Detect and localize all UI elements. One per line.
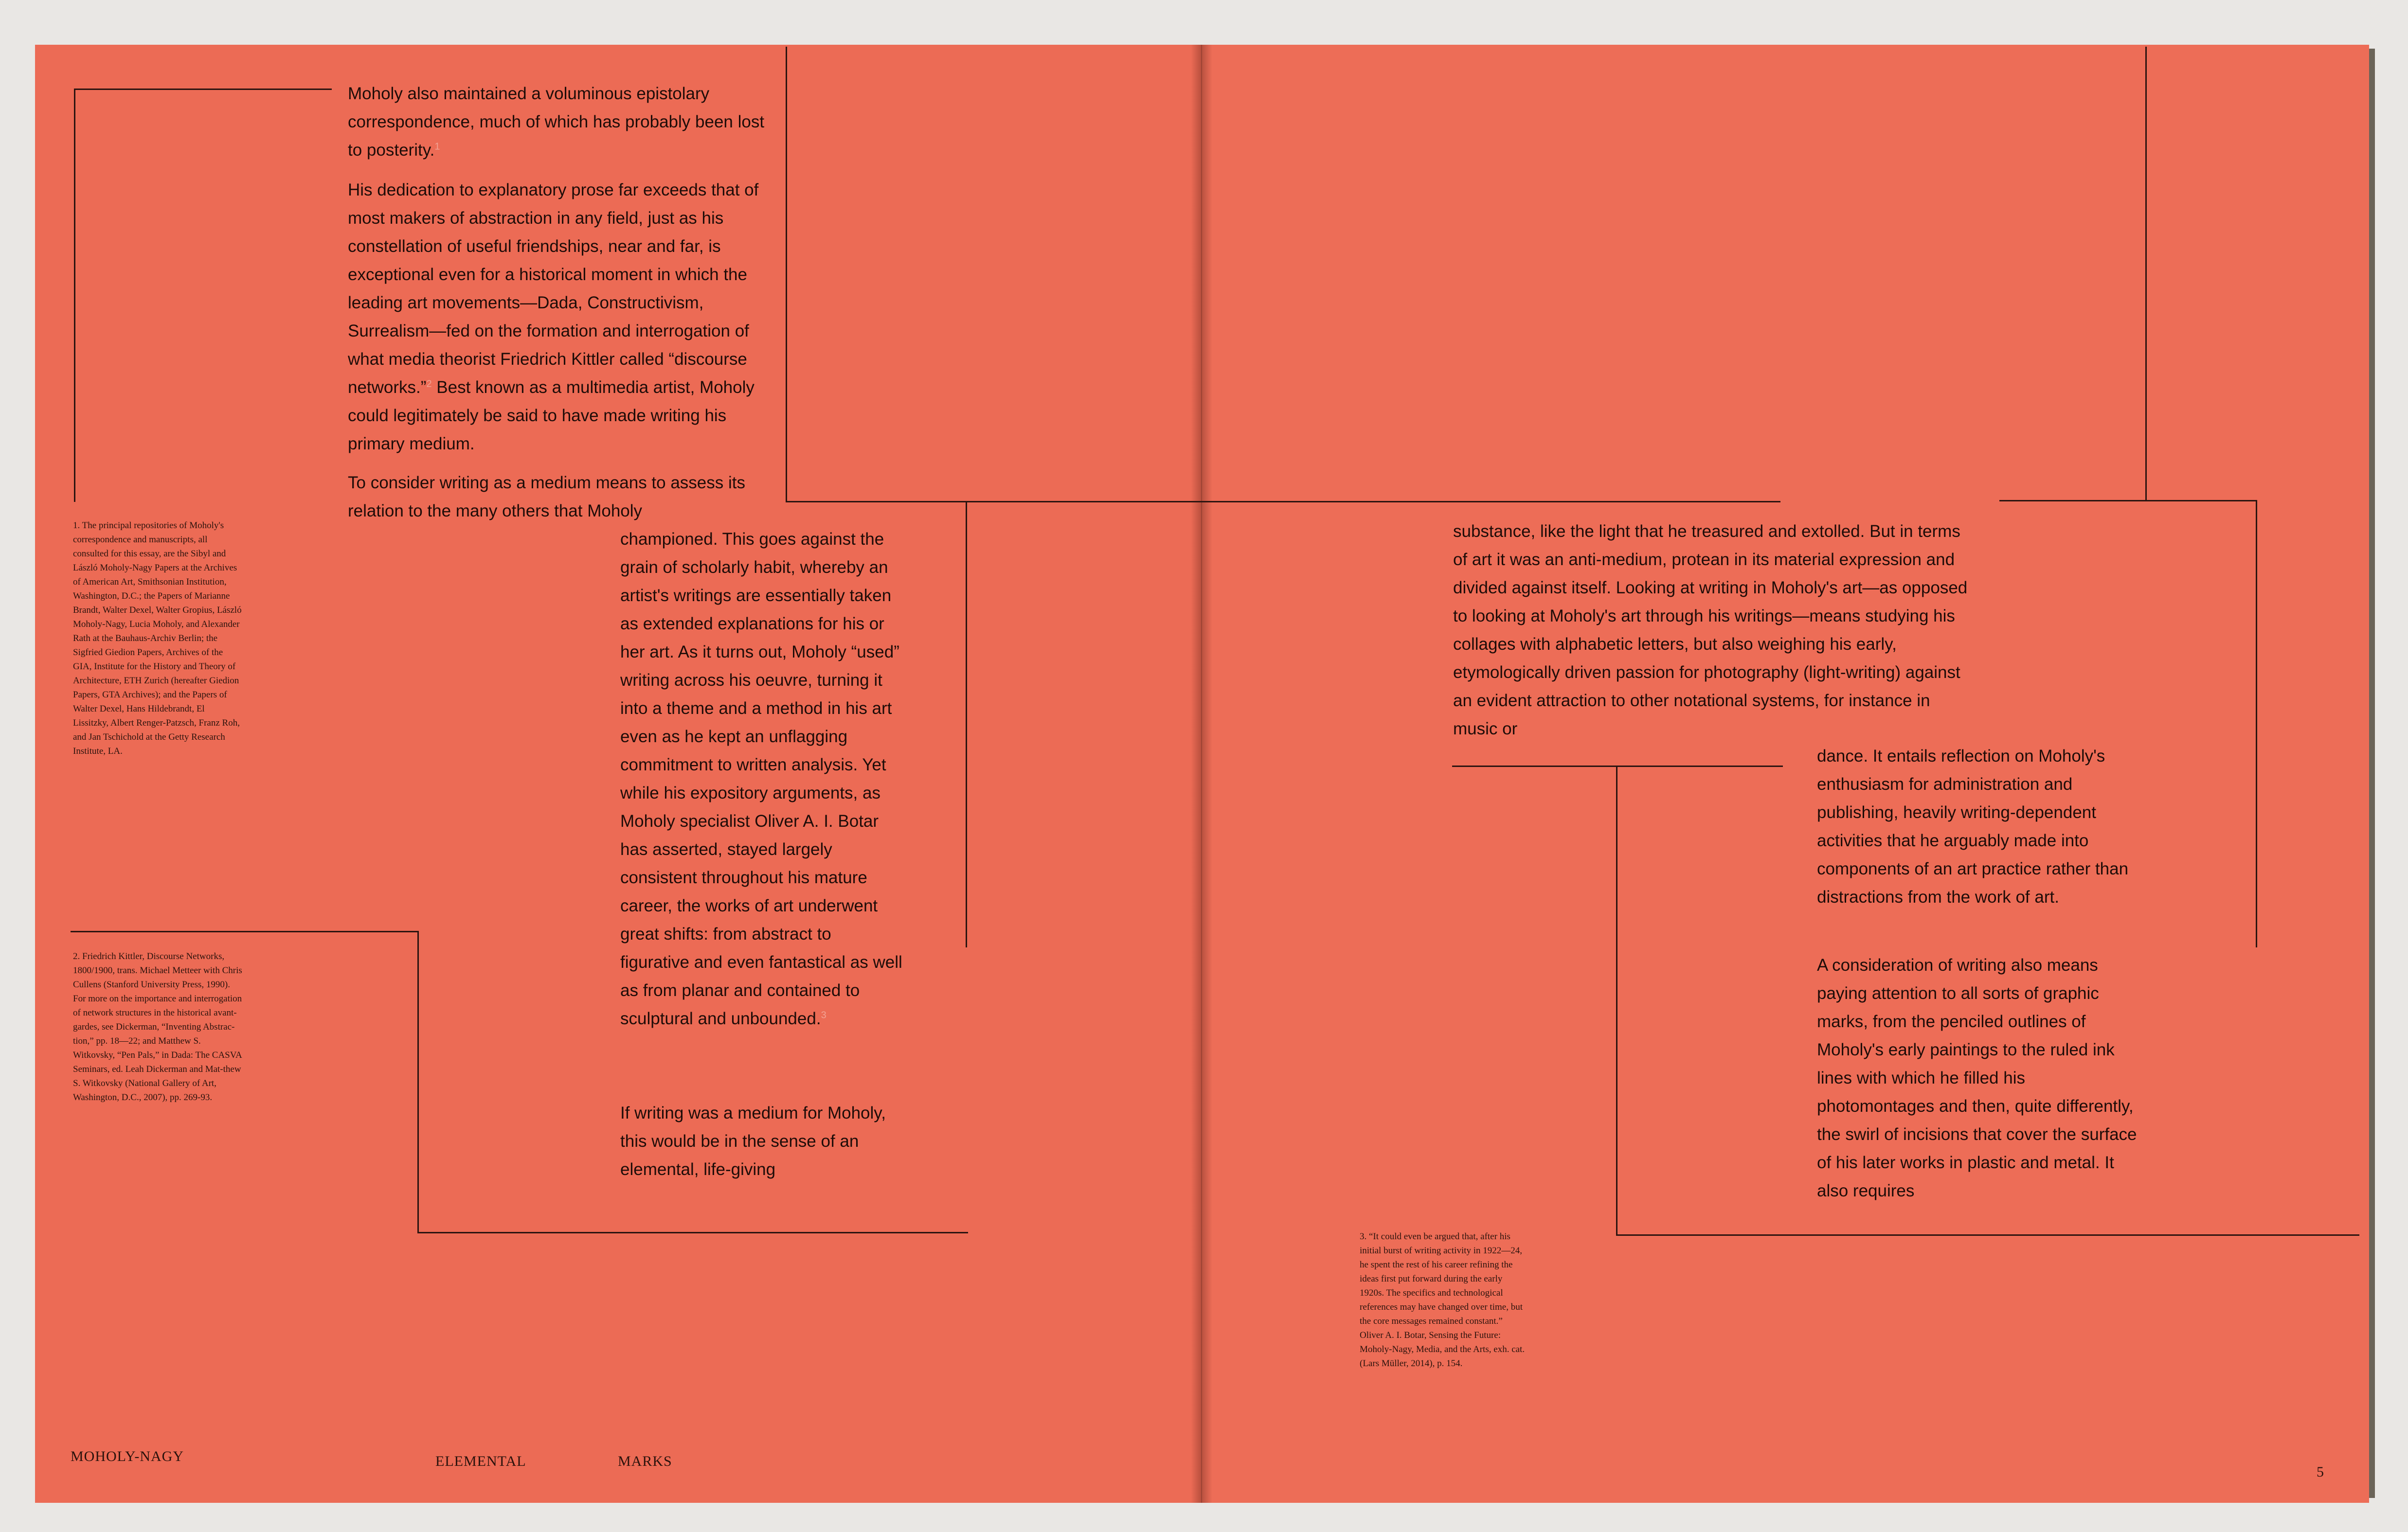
footnote-marker-2[interactable]: 2	[426, 378, 432, 390]
body-paragraph-3-start: To consider writing as a medium means to assess its relation to the many others that Moholy	[348, 473, 745, 520]
rule-note2-top	[71, 931, 418, 932]
running-footer-author: MOHOLY-NAGY	[71, 1448, 184, 1464]
running-footer-title-1: ELEMENTAL	[435, 1453, 526, 1469]
rule-note2-vertical	[417, 931, 419, 1233]
page-edge-shadow	[2369, 49, 2375, 1498]
rule-right-top-horizontal	[1202, 501, 1780, 502]
rule-right-mid-vertical	[1616, 766, 1617, 1234]
body-paragraph-2-text-b: Best known as a multimedia artist, Moholy could legitimately be said to have made writing his primary medium.	[348, 378, 755, 453]
body-paragraph-4: If writing was a medium for Moholy, this would be in the sense of an elemental, life-giving	[620, 1104, 886, 1179]
footnote-2: 2. Friedrich Kittler, Discourse Networks, 1800/1900, trans. Michael Metteer with Chris Cullens (Stanford University Press, 1990). For more on the importance and interrogation of network structures in the historical avant-gardes, see Dickerman, “Inventing Abstrac-tion,” pp. 18—22; and Matthew S. Witkovsky, “Pen Pals,” in Dada: The CASVA Seminars, ed. Leah Dickerman and Mat-thew S. Witkovsky (National Gallery of Art, Washington, D.C., 2007), pp. 269-93.	[73, 951, 242, 1103]
footnote-1: 1. The principal repositories of Moholy's correspondence and manuscripts, all consulted for this essay, are the Sibyl and László Moholy-Nagy Papers at the Archives of American Art, Smithsonian Institution, Washington, D.C.; the Papers of Marianne Brandt, Walter Dexel, Walter Gropius, László Moholy-Nagy, Lucia Moholy, and Alexander Rath at the Bauhaus-Archiv Berlin; the Sigfried Giedion Papers, Archives of the GIA, Institute for the History and Theory of Architecture, ETH Zurich (hereafter Giedion Papers, GTA Archives); and the Papers of Walter Dexel, Hans Hildebrandt, El Lissitzky, Albert Renger-Patzsch, Franz Roh, and Jan Tschichold at the Getty Research Institute, LA.	[73, 520, 242, 756]
gutter-fold	[1191, 45, 1212, 1503]
running-footer-title-2: MARKS	[618, 1453, 672, 1469]
page-number: 5	[2317, 1464, 2324, 1480]
rule-top-left	[74, 89, 332, 90]
body-paragraph-3-text: championed. This goes against the grain of scholarly habit, whereby an artist's writings are essentially taken as extended explanations for his or her art. As it turns out, Moholy “used” writing across his oeuvre, turning it into a theme and a method in his art even as he kept an unflagging commitment to written analysis. Yet while his expository arguments, as Moholy specialist Oliver A. I. Botar has asserted, stayed largely consistent throughout his mature career, the works of art underwent great shifts: from abstract to figurative and even fantastical as well as from planar and contained to sculptural and unbounded.	[620, 530, 902, 1028]
body-paragraph-6: A consideration of writing also means paying attention to all sorts of graphic marks, from the penciled outlines of Moholy's early paintings to the ruled ink lines with which he filled his photomontages and then, quite differently, the swirl of incisions that cover the surface of his later works in plastic and metal. It also requires	[1817, 956, 2137, 1200]
body-paragraph-3-continued	[620, 525, 902, 1033]
rule-right-mid-horizontal	[1452, 766, 1783, 767]
body-paragraph-2	[348, 176, 776, 458]
rule-right-corner	[1999, 500, 2257, 501]
footnote-marker-1[interactable]: 1	[434, 141, 440, 152]
rule-column-right-vertical	[786, 47, 787, 502]
rule-bottom-left	[417, 1232, 968, 1233]
rule-right-edge-vertical	[2256, 500, 2257, 947]
body-paragraph-2-text-a: His dedication to explanatory prose far exceeds that of most makers of abstraction in any field, just as his constellation of useful friendships, near and far, is exceptional even for a historical moment in which the leading art movements—Dada, Constructivism, Surrealism—fed on the formation and interrogation of what media theorist Friedrich Kittler called “discourse networks.”	[348, 180, 759, 397]
body-paragraph-5-continued: dance. It entails reflection on Moholy's enthusiasm for administration and publishing, heavily writing-dependent activities that he arguably made into components of an art practice rather than distractions from the work of art.	[1817, 747, 2129, 907]
rule-right-far-vertical	[2145, 47, 2147, 501]
rule-right-bottom	[1616, 1234, 2359, 1236]
footnote-3: 3. “It could even be argued that, after his initial burst of writing activity in 1922—24, he spent the rest of his career refining the ideas first put forward during the early 1920s. The specifics and technological references may have changed over time, but the core messages remained constant.” Oliver A. I. Botar, Sensing the Future: Moholy-Nagy, Media, and the Arts, exh. cat. (Lars Müller, 2014), p. 154.	[1360, 1231, 1525, 1369]
rule-left-vertical	[74, 89, 75, 502]
body-paragraph-1-text: Moholy also maintained a voluminous epistolary correspondence, much of which has probably been lost to posterity.	[348, 84, 765, 160]
body-paragraph-1	[348, 80, 766, 164]
rule-mid-vertical	[966, 501, 967, 947]
rule-middle-horizontal	[786, 501, 1202, 502]
body-paragraph-5: substance, like the light that he treasured and extolled. But in terms of art it was an anti-medium, protean in its material expression and divided against itself. Looking at writing in Moholy's art—as opposed to looking at Moholy's art through his writings—means studying his collages with alphabetic letters, but also weighing his early, etymologically driven passion for photography (light-writing) against an evident attraction to other notational systems, for instance in music or	[1453, 522, 1968, 738]
footnote-marker-3[interactable]: 3	[821, 1010, 827, 1021]
